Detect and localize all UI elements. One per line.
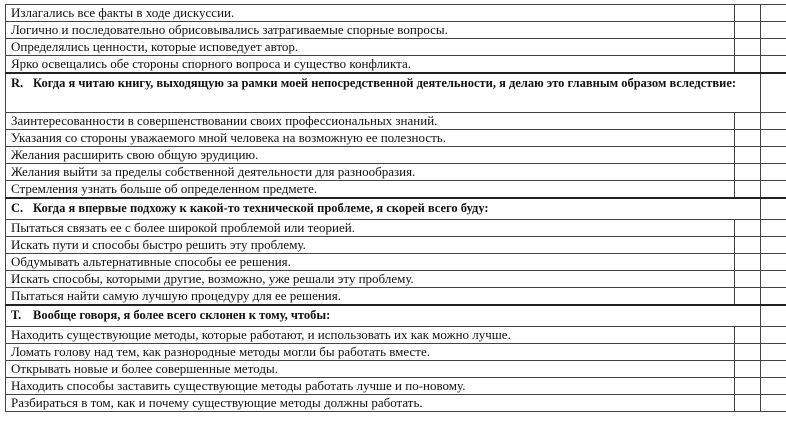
answer-score-cell[interactable] (761, 130, 786, 147)
answer-score-cell[interactable] (735, 22, 761, 39)
answer-score-cell[interactable] (761, 254, 786, 271)
answer-row (6, 254, 786, 271)
question-text: Когда я впервые подхожу к какой-то технической проблеме, я скорей всего буду: (33, 201, 489, 215)
answer-row (6, 130, 786, 147)
answer-text: Желания расширить свою общую эрудицию. (6, 147, 735, 164)
answer-score-cell[interactable] (735, 113, 761, 130)
answer-score-cell[interactable] (735, 220, 761, 237)
answer-score-cell[interactable] (761, 378, 786, 395)
answer-row (6, 56, 786, 74)
answer-score-cell[interactable] (761, 327, 786, 344)
answer-text: Искать способы, которыми другие, возможно, уже решали эту проблему. (6, 271, 735, 288)
answer-row (6, 181, 786, 199)
answer-text: Указания со стороны уважаемого мной человека на возможную ее полезность. (6, 130, 735, 147)
answer-row (6, 378, 786, 395)
answer-row (6, 237, 786, 254)
question-cell (6, 305, 761, 327)
answer-score-cell[interactable] (761, 220, 786, 237)
questionnaire-table (5, 4, 786, 412)
answer-text: Ярко освещались обе стороны спорного вопроса и существо конфликта. (6, 56, 735, 74)
answer-score-cell[interactable] (761, 288, 786, 306)
question-letter: R. (11, 76, 24, 90)
answer-row (6, 164, 786, 181)
answer-text: Определялись ценности, которые исповедует автор. (6, 39, 735, 56)
question-score-cell (761, 305, 786, 327)
answer-score-cell[interactable] (761, 147, 786, 164)
question-text: Когда я читаю книгу, выходящую за рамки моей непосредственной деятельности, я делаю это главным образом вследствие: (33, 76, 737, 90)
answer-row (6, 39, 786, 56)
answer-text: Излагались все факты в ходе дискуссии. (6, 5, 735, 22)
answer-text: Искать пути и способы быстро решить эту проблему. (6, 237, 735, 254)
answer-row (6, 113, 786, 130)
answer-row (6, 395, 786, 412)
answer-text: Обдумывать альтернативные способы ее решения. (6, 254, 735, 271)
question-cell (6, 198, 761, 220)
answer-row (6, 147, 786, 164)
answer-score-cell[interactable] (761, 237, 786, 254)
answer-score-cell[interactable] (735, 39, 761, 56)
answer-score-cell[interactable] (761, 56, 786, 74)
answer-score-cell[interactable] (735, 147, 761, 164)
answer-text: Стремления узнать больше об определенном предмете. (6, 181, 735, 199)
answer-score-cell[interactable] (735, 181, 761, 199)
answer-row (6, 220, 786, 237)
answer-text: Желания выйти за пределы собственной деятельности для разнообразия. (6, 164, 735, 181)
answer-score-cell[interactable] (735, 378, 761, 395)
answer-score-cell[interactable] (735, 5, 761, 22)
answer-score-cell[interactable] (735, 327, 761, 344)
answer-score-cell[interactable] (761, 5, 786, 22)
answer-text: Разбираться в том, как и почему существующие методы должны работать. (6, 395, 735, 412)
answer-row (6, 5, 786, 22)
question-letter: С. (11, 201, 24, 215)
answer-score-cell[interactable] (735, 288, 761, 306)
answer-score-cell[interactable] (761, 113, 786, 130)
answer-row (6, 344, 786, 361)
question-score-cell (761, 198, 786, 220)
answer-score-cell[interactable] (761, 395, 786, 412)
question-text: Вообще говоря, я более всего склонен к тому, чтобы: (33, 308, 331, 322)
question-cell (6, 73, 761, 113)
question-header (6, 198, 786, 220)
answer-score-cell[interactable] (761, 344, 786, 361)
answer-text: Заинтересованности в совершенствовании своих профессиональных знаний. (6, 113, 735, 130)
answer-row (6, 22, 786, 39)
answer-score-cell[interactable] (761, 361, 786, 378)
answer-text: Находить существующие методы, которые работают, и использовать их как можно лучше. (6, 327, 735, 344)
answer-row (6, 327, 786, 344)
answer-text: Пытаться найти самую лучшую процедуру для ее решения. (6, 288, 735, 306)
answer-text: Логично и последовательно обрисовывались затрагиваемые спорные вопросы. (6, 22, 735, 39)
answer-score-cell[interactable] (735, 56, 761, 74)
answer-score-cell[interactable] (735, 164, 761, 181)
answer-score-cell[interactable] (761, 22, 786, 39)
answer-text: Находить способы заставить существующие методы работать лучше и по-новому. (6, 378, 735, 395)
answer-score-cell[interactable] (761, 164, 786, 181)
answer-score-cell[interactable] (735, 344, 761, 361)
answer-score-cell[interactable] (735, 271, 761, 288)
answer-score-cell[interactable] (735, 130, 761, 147)
answer-score-cell[interactable] (761, 271, 786, 288)
answer-row (6, 288, 786, 306)
answer-score-cell[interactable] (761, 181, 786, 199)
answer-score-cell[interactable] (735, 237, 761, 254)
answer-text: Открывать новые и более совершенные методы. (6, 361, 735, 378)
answer-text: Пытаться связать ее с более широкой проблемой или теорией. (6, 220, 735, 237)
question-header (6, 305, 786, 327)
answer-row (6, 271, 786, 288)
question-header (6, 73, 786, 113)
answer-row (6, 361, 786, 378)
answer-score-cell[interactable] (735, 395, 761, 412)
answer-text: Ломать голову над тем, как разнородные методы могли бы работать вместе. (6, 344, 735, 361)
question-letter: Т. (11, 308, 22, 322)
answer-score-cell[interactable] (761, 39, 786, 56)
answer-score-cell[interactable] (735, 361, 761, 378)
answer-score-cell[interactable] (735, 254, 761, 271)
question-score-cell (761, 73, 786, 113)
